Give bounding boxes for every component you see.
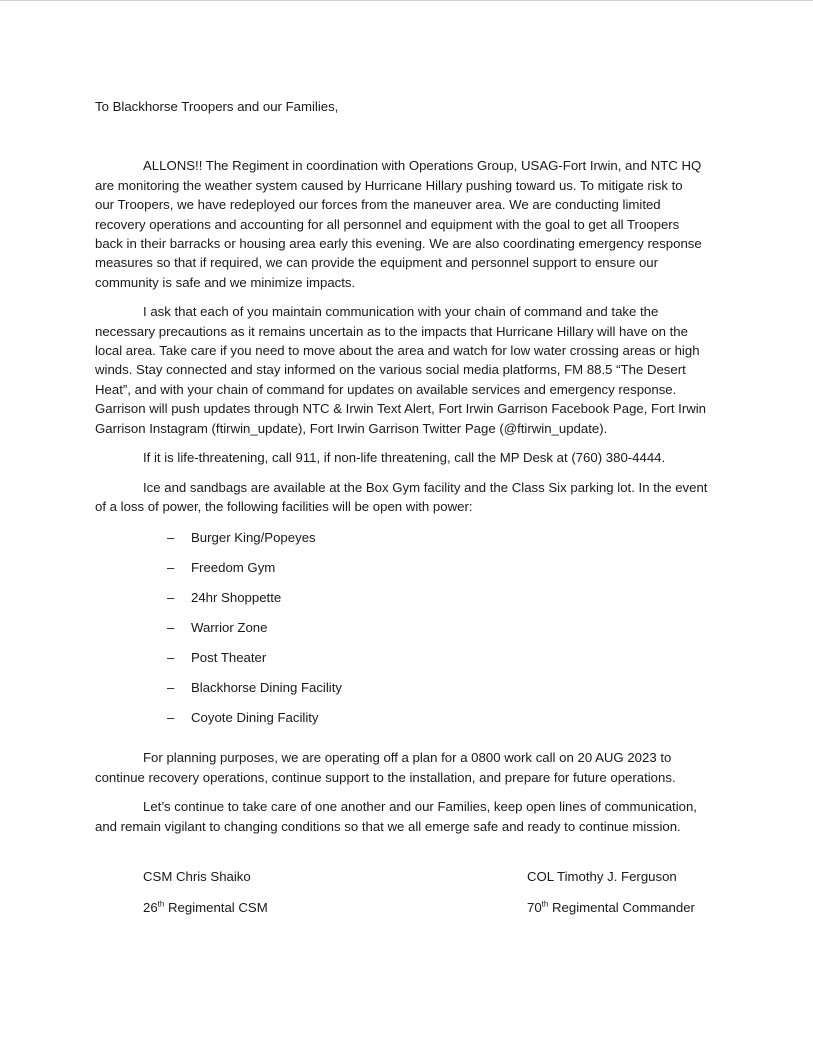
title-text: Regimental CSM: [164, 900, 268, 915]
list-item: [95, 678, 725, 708]
paragraph-supplies: [95, 478, 725, 517]
paragraph-line: community is safe and we minimize impacts.: [95, 274, 356, 290]
list-item: [95, 708, 725, 738]
list-dash: –: [167, 530, 175, 546]
paragraph-line: local area. Take care if you need to move about the area and watch for low water crossing areas or high: [95, 343, 700, 359]
paragraph-line: Garrison will push updates through NTC & Irwin Text Alert, Fort Irwin Garrison Facebook Page, Fort Irwin: [95, 401, 707, 417]
paragraph-weather-update: [95, 156, 725, 292]
ordinal-number: 26: [143, 900, 158, 915]
salutation: To Blackhorse Troopers and our Families,: [95, 99, 339, 114]
list-dash: –: [167, 710, 175, 726]
list-item: [95, 528, 725, 558]
list-dash: –: [167, 650, 175, 666]
facilities-list: [95, 528, 725, 738]
list-dash: –: [167, 620, 175, 636]
page-top-border: [0, 0, 813, 1]
facility-label: Coyote Dining Facility: [191, 710, 319, 726]
list-item: [95, 588, 725, 618]
paragraph-line: and remain vigilant to changing conditions so that we all emerge safe and ready to continue mission.: [95, 818, 681, 834]
facility-label: 24hr Shoppette: [191, 590, 282, 606]
list-dash: –: [167, 560, 175, 576]
paragraph-line: our Troopers, we have redeployed our forces from the maneuver area. We are conducting limited: [95, 197, 661, 213]
signature-right: [527, 867, 695, 917]
ordinal-suffix: th: [541, 899, 549, 909]
facility-label: Warrior Zone: [191, 620, 268, 636]
paragraph-communication: [95, 302, 725, 438]
paragraph-line: necessary precautions as it remains uncertain as to the impacts that Hurricane Hillary will have on the: [95, 323, 688, 339]
paragraph-line: of a loss of power, the following facilities will be open with power:: [95, 498, 473, 514]
title-text: Regimental Commander: [548, 900, 695, 915]
paragraph-line: back in their barracks or housing area early this evening. We are also coordinating emergency response: [95, 236, 702, 252]
paragraph-line: measures so that if required, we can provide the equipment and personnel support to ensure our: [95, 255, 659, 271]
paragraph-line: Heat”, and with your chain of command for updates on available services and emergency response.: [95, 381, 677, 397]
facility-label: Post Theater: [191, 650, 267, 666]
list-dash: –: [167, 590, 175, 606]
facility-label: Blackhorse Dining Facility: [191, 680, 342, 696]
paragraph-line: recovery operations and accounting for all personnel and equipment with the goal to get all Troopers: [95, 216, 680, 232]
paragraph-line: Ice and sandbags are available at the Box Gym facility and the Class Six parking lot. In the event: [143, 479, 708, 495]
list-item: [95, 648, 725, 678]
paragraph-line: For planning purposes, we are operating off a plan for a 0800 work call on 20 AUG 2023 to: [143, 750, 672, 766]
ordinal-number: 70: [527, 900, 542, 915]
paragraph-line: winds. Stay connected and stay informed on the various social media platforms, FM 88.5 “The Desert: [95, 362, 686, 378]
signer-name: COL Timothy J. Ferguson: [527, 869, 677, 884]
signature-left: [143, 867, 268, 917]
list-item: [95, 618, 725, 648]
list-dash: –: [167, 680, 175, 696]
paragraph-line: I ask that each of you maintain communication with your chain of command and take the: [143, 304, 659, 320]
paragraph-planning: [95, 748, 725, 787]
paragraph-line: are monitoring the weather system caused by Hurricane Hillary pushing toward us. To mitigate risk to: [95, 177, 683, 193]
paragraph-line: If it is life-threatening, call 911, if non-life threatening, call the MP Desk at (760) 380-4444.: [143, 450, 666, 466]
signer-title: [143, 898, 268, 917]
paragraph-emergency-contact: [95, 448, 725, 467]
facility-label: Freedom Gym: [191, 560, 276, 576]
list-item: [95, 558, 725, 588]
ordinal-suffix: th: [157, 899, 165, 909]
paragraph-line: continue recovery operations, continue support to the installation, and prepare for future operations.: [95, 769, 676, 785]
signer-title: [527, 898, 695, 917]
signer-name: CSM Chris Shaiko: [143, 869, 251, 884]
paragraph-line: ALLONS!! The Regiment in coordination with Operations Group, USAG-Fort Irwin, and NTC HQ: [143, 158, 702, 174]
facility-label: Burger King/Popeyes: [191, 530, 316, 546]
paragraph-line: Let’s continue to take care of one another and our Families, keep open lines of communication,: [143, 799, 697, 815]
paragraph-closing: [95, 797, 725, 836]
letter-body: [95, 97, 725, 846]
paragraph-line: Garrison Instagram (ftirwin_update), Fort Irwin Garrison Twitter Page (@ftirwin_update).: [95, 420, 608, 436]
